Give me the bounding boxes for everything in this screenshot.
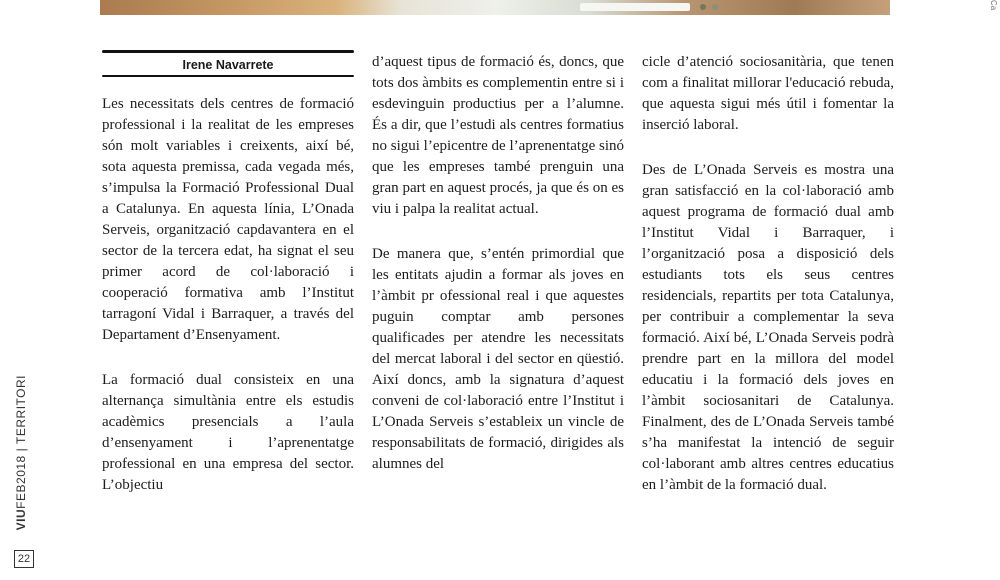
photo-dot xyxy=(712,4,718,10)
paragraph: Les necessitats dels centres de formació professional i la realitat de les empreses són molt variables i creixents, així bé, sota aquesta premissa, cada vegada més, s’impulsa la Formació Professional Dual a Catalunya. En aquesta línia, L’Onada Serveis, organització capdavantera en el sector de la tercera edat, ha signat el seu primer acord de col·laboració i cooperació formativa amb l’Institut tarragoní Vidal i Barraquer, a través del Departament d’Ensenyament. xyxy=(102,96,354,343)
page-number: 22 xyxy=(14,550,34,568)
section-name: TERRITORI xyxy=(14,374,28,444)
author-name: Irene Navarrete xyxy=(182,58,274,72)
article-column-2 xyxy=(372,52,624,499)
paragraph: d’aquest tipus de formació és, doncs, que tots dos àmbits es complementin entre si i esdevinguin productius per a l’alumne. És a dir, que l’estudi als centres formatius no sigui l’epicentre de l’aprenentatge sinó que les empreses també prenguin una gran part en aquest procés, ja que és on es viu i palpa la realitat actual. xyxy=(372,54,624,217)
paragraph: cicle d’atenció sociosanitària, que tenen com a finalitat millorar l'educació rebuda, que aquesta sigui més útil i fomentar la inserció laboral. xyxy=(642,54,894,133)
footer-separator: | xyxy=(14,447,28,452)
photo-screen-detail xyxy=(580,3,690,11)
issue-date: FEB2018 xyxy=(14,454,28,509)
paragraph: La formació dual consisteix en una alternança simultània entre els estudis acadèmics presencials a l’aula d’ensenyament i l’aprenentatge professional en una empresa del sector. L’objectiu xyxy=(102,372,354,493)
paragraph: De manera que, s’entén primordial que les entitats ajudin a formar als joves en l’àmbit pr ofessional real i que aquestes puguin comptar amb persones qualificades per atendre les necessitats del mercat laboral i del sector en qüestió. Així doncs, amb la signatura d’aquest conveni de col·laboració entre l’Institut i L’Onada Serveis s’estableix un vincle de responsabilitats de formació, dirigides als alumnes del xyxy=(372,246,624,472)
photo-credit: Ca xyxy=(989,0,998,11)
author-rule-bottom xyxy=(102,75,354,77)
article-column-1 xyxy=(102,94,354,520)
article-column-3 xyxy=(642,52,894,520)
magazine-brand: VIU xyxy=(14,508,28,530)
author-block xyxy=(102,50,354,77)
paragraph: Des de L’Onada Serveis es mostra una gran satisfacció en la col·laboració amb aquest programa de formació dual amb l’Institut Vidal i Barraquer, i l’organització posa a disposició dels estudiants tots els seus centres residencials, repartits per tota Catalunya, per contribuir a complementar la seva formació. Així bé, L’Onada Serveis podrà prendre part en la millora del model educatiu i la formació dels joves en l’àmbit sociosanitari de Catalunya. Finalment, des de L’Onada Serveis també s’ha manifestat la intenció de seguir col·laborant amb altres centres educatius en l’àmbit de la formació dual. xyxy=(642,162,894,493)
page-footer xyxy=(12,368,36,568)
running-footer xyxy=(14,375,28,530)
photo-dot xyxy=(700,4,706,10)
header-photo xyxy=(100,0,890,15)
